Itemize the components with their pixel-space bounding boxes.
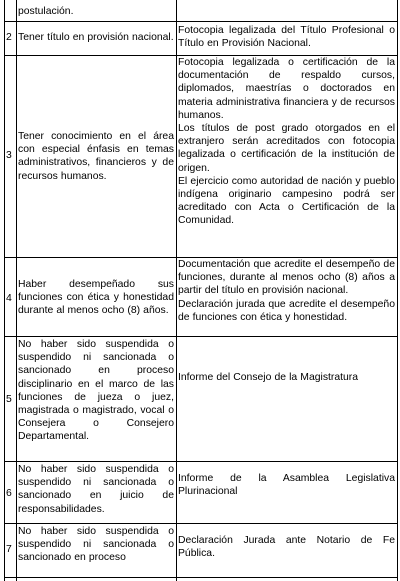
- row-divider: [4, 461, 398, 462]
- document-item: Fotocopia legalizada o certificación de la documentación de respaldo cursos, diplomados, maestrías o doctorados en materia administrativa financiera y de recursos humanos.: [178, 57, 395, 121]
- documents-cell: [178, 258, 395, 324]
- requirement-cell: Tener conocimiento en el área con especial énfasis en temas administrativos, financieros y de recursos humanos.: [18, 131, 174, 182]
- requirement-fragment: postulación.: [18, 6, 74, 17]
- column-divider: [176, 0, 177, 581]
- table-border-left: [4, 0, 5, 581]
- row-number: 3: [6, 150, 12, 161]
- requirement-cell: No haber sido suspendida o suspendido ni sancionada o sancionado en proceso disciplinario en el marco de las funciones de jueza o juez, magistrada o magistrado, vocal o Consejera o Consejero Departamental.: [18, 339, 174, 443]
- table-border-right: [397, 0, 398, 581]
- requirement-cell: No haber sido suspendida o suspendido ni sancionada o sancionado en juicio de responsabilidades.: [18, 464, 174, 515]
- documents-cell: [178, 472, 395, 498]
- document-item: Declaración jurada que acredite el desempeño de funciones con ética y honestidad.: [178, 298, 395, 323]
- documents-cell: [178, 24, 395, 50]
- documents-cell: [178, 56, 395, 228]
- document-item: Los títulos de post grado otorgados en el extranjero serán acreditados con fotocopia legalizada o certificación de la institución de origen.: [178, 123, 395, 174]
- documents-cell: [178, 371, 395, 384]
- table-border-bottom: [4, 577, 398, 578]
- document-item: Documentación que acredite el desempeño de funciones, durante al menos ocho (8) años a partir del título en provisión nacional.: [178, 259, 395, 297]
- row-divider: [4, 523, 398, 524]
- row-divider: [4, 21, 398, 22]
- row-number: 7: [6, 544, 12, 555]
- row-number: 6: [6, 488, 12, 499]
- document-item: Informe del Consejo de la Magistratura: [178, 372, 359, 383]
- requirement-cell: No haber sido suspendida o suspendido ni sancionada o sancionado en proceso: [18, 526, 174, 564]
- documents-cell: [178, 534, 395, 560]
- requirement-cell: Tener título en provisión nacional.: [18, 32, 174, 43]
- document-item: Fotocopia legalizada del Título Profesional o Título en Provisión Nacional.: [178, 25, 395, 50]
- row-number: 2: [6, 32, 12, 43]
- column-divider: [16, 0, 17, 581]
- requirement-cell: Haber desempeñado sus funciones con ética y honestidad durante al menos ocho (8) años.: [18, 279, 174, 317]
- document-item: El ejercicio como autoridad de nación y pueblo indígena originario campesino podrá ser acreditado con Acta o Certificación de la Comunidad.: [178, 175, 395, 227]
- document-item: Informe de la Asamblea Legislativa Plurinacional: [178, 473, 395, 498]
- row-number: 5: [6, 394, 12, 405]
- row-number: 4: [6, 293, 12, 304]
- row-divider: [4, 336, 398, 337]
- document-item: Declaración Jurada ante Notario de Fe Pública.: [178, 535, 395, 560]
